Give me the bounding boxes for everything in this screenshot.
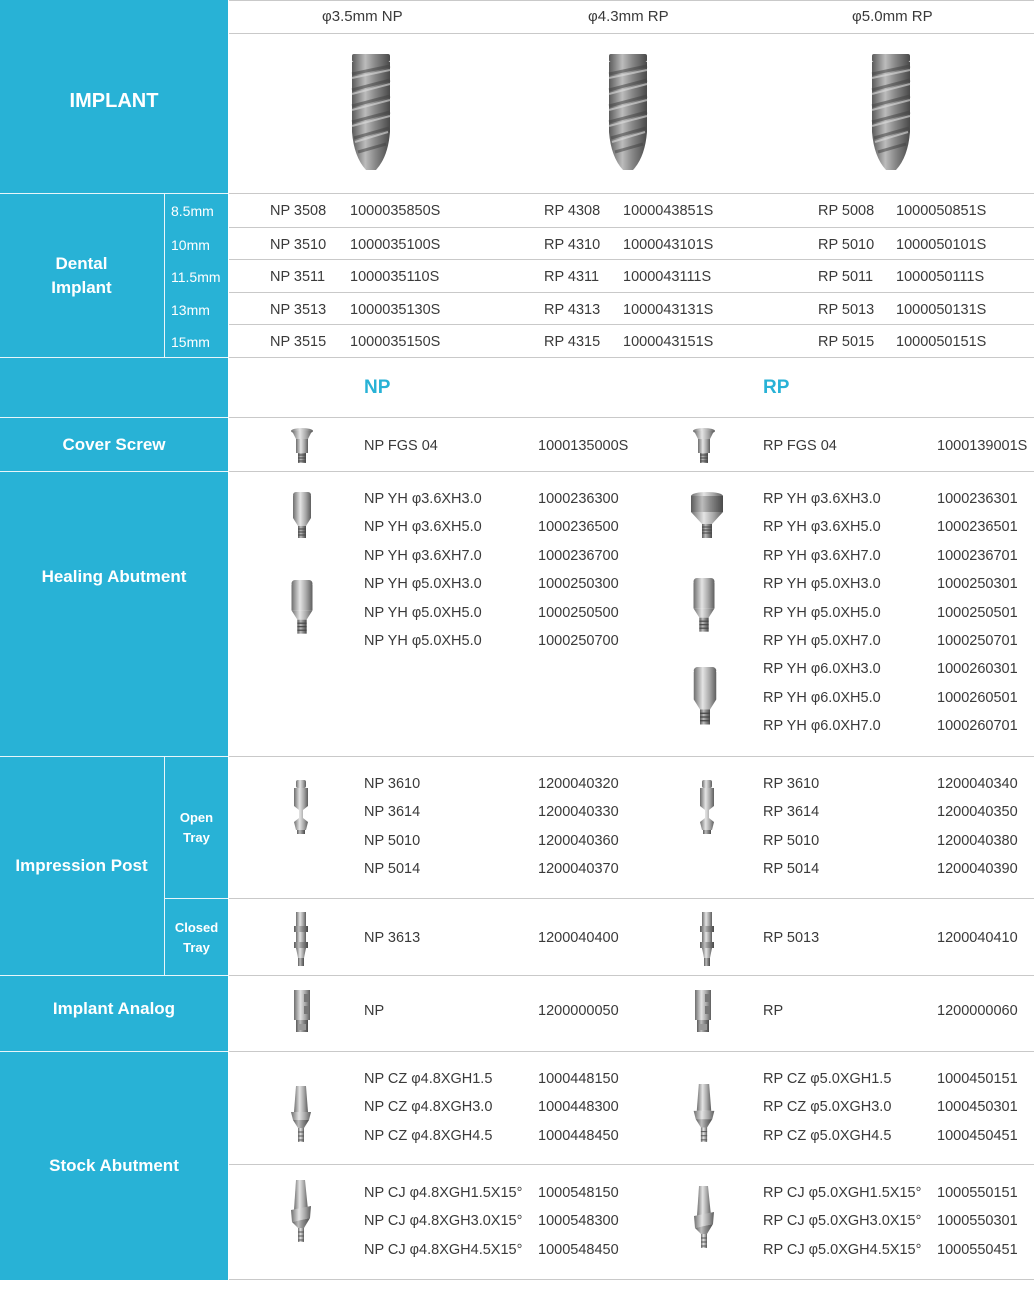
implant-analog-np-code: 1200000050 xyxy=(538,1003,619,1019)
stock-cj-np-code: 1000548450 xyxy=(538,1241,619,1258)
separator xyxy=(0,471,228,472)
rule xyxy=(229,756,1034,757)
group-label-rp: RP xyxy=(763,377,790,398)
stock-abutment-cj-np-image xyxy=(290,1180,312,1244)
healing-abutment-rp-code: 1000260301 xyxy=(937,661,1018,678)
stock-cz-rp-code: 1000450451 xyxy=(937,1127,1018,1144)
implant-column-rp43: φ4.3mm RP xyxy=(588,8,669,25)
implant-rp43-image xyxy=(605,52,651,174)
cover-screw-rp-name: RP FGS 04 xyxy=(763,438,837,454)
separator xyxy=(0,193,228,194)
stock-cz-np-name: NP CZ φ4.8XGH4.5 xyxy=(364,1127,493,1144)
stock-cj-np-name: NP CJ φ4.8XGH4.5X15° xyxy=(364,1241,523,1258)
header-implant: IMPLANT xyxy=(69,90,159,112)
header-implant-analog: Implant Analog xyxy=(52,999,176,1018)
separator xyxy=(0,975,228,976)
rule xyxy=(229,898,1034,899)
healing-abutment-rp-name: RP YH φ3.6XH7.0 xyxy=(763,547,881,564)
healing-abutment-rp-name: RP YH φ3.6XH5.0 xyxy=(763,519,881,536)
healing-abutment-rp-name: RP YH φ6.0XH3.0 xyxy=(763,661,881,678)
implant-model: NP 3515 xyxy=(270,334,327,350)
implant-analog-rp-code: 1200000060 xyxy=(937,1003,1018,1019)
impression-open-np-name: NP 5010 xyxy=(364,832,421,849)
stock-cj-np-code: 1000548300 xyxy=(538,1213,619,1230)
implant-model: RP 4310 xyxy=(544,237,601,253)
healing-abutment-rp-code: 1000250701 xyxy=(937,633,1018,649)
impression-closed-rp-name: RP 5013 xyxy=(763,930,820,946)
impression-open-rp-code: 1200040390 xyxy=(937,861,1018,878)
implant-rp50-image xyxy=(868,52,914,174)
rule xyxy=(229,33,1034,34)
impression-open-rp-code: 1200040380 xyxy=(937,832,1018,849)
cover-screw-np-code: 1000135000S xyxy=(538,438,629,454)
stock-cj-np-name: NP CJ φ4.8XGH1.5X15° xyxy=(364,1185,523,1201)
header-stock-abutment: Stock Abutment xyxy=(49,1156,179,1175)
impression-open-rp-name: RP 3610 xyxy=(763,776,820,792)
healing-abutment-rp-name: RP YH φ5.0XH3.0 xyxy=(763,576,881,593)
cover-screw-np-name: NP FGS 04 xyxy=(364,438,438,454)
stock-cz-np-code: 1000448150 xyxy=(538,1071,619,1087)
rule xyxy=(229,1051,1034,1052)
impression-open-rp-name: RP 3614 xyxy=(763,804,820,821)
impression-open-rp-image xyxy=(697,780,717,834)
implant-model: RP 5008 xyxy=(818,203,875,219)
stock-cz-np-code: 1000448450 xyxy=(538,1127,619,1144)
impression-open-np-code: 1200040360 xyxy=(538,832,619,849)
stock-cz-rp-name: RP CZ φ5.0XGH1.5 xyxy=(763,1071,892,1087)
rule xyxy=(229,357,1034,358)
implant-code: 1000043101S xyxy=(623,237,714,253)
header-closed-tray: Closed Tray xyxy=(174,919,219,955)
implant-code: 1000050851S xyxy=(896,203,987,219)
healing-abutment-np-name: NP YH φ5.0XH5.0 xyxy=(364,633,482,649)
implant-column-rp50: φ5.0mm RP xyxy=(852,8,933,25)
cover-screw-np-image xyxy=(290,427,314,465)
healing-abutment-rp-image xyxy=(690,492,724,540)
separator xyxy=(0,1051,228,1052)
implant-code: 1000035130S xyxy=(350,302,441,318)
implant-code: 1000043151S xyxy=(623,334,714,350)
stock-abutment-cz-rp-image xyxy=(692,1084,716,1144)
implant-model: NP 3511 xyxy=(270,269,326,285)
stock-cz-np-code: 1000448300 xyxy=(538,1099,619,1116)
implant-code: 1000043131S xyxy=(623,302,714,318)
healing-abutment-rp-name: RP YH φ5.0XH5.0 xyxy=(763,604,881,621)
healing-abutment-rp-code: 1000236501 xyxy=(937,519,1018,536)
implant-analog-np-name: NP xyxy=(364,1003,385,1019)
implant-code: 1000035150S xyxy=(350,334,441,350)
length-label: 13mm xyxy=(171,301,210,318)
cover-screw-rp-code: 1000139001S xyxy=(937,438,1028,454)
impression-closed-np-code: 1200040400 xyxy=(538,930,619,946)
healing-abutment-np-name: NP YH φ3.6XH5.0 xyxy=(364,519,482,536)
implant-model: RP 4311 xyxy=(544,269,600,285)
healing-abutment-np-image xyxy=(288,578,316,638)
implant-model: NP 3508 xyxy=(270,203,327,219)
impression-closed-np-name: NP 3613 xyxy=(364,930,421,946)
impression-open-np-code: 1200040370 xyxy=(538,861,619,878)
impression-open-np-name: NP 5014 xyxy=(364,861,421,878)
healing-abutment-rp-code: 1000260501 xyxy=(937,689,1018,706)
impression-closed-rp-image xyxy=(698,912,716,966)
rule xyxy=(229,324,1034,325)
implant-model: RP 4308 xyxy=(544,203,601,219)
rule xyxy=(229,417,1034,418)
stock-cz-rp-code: 1000450301 xyxy=(937,1099,1018,1116)
implant-model: NP 3510 xyxy=(270,237,327,253)
implant-code: 1000035100S xyxy=(350,237,441,253)
healing-abutment-rp-name: RP YH φ5.0XH7.0 xyxy=(763,633,881,649)
implant-code: 1000035110S xyxy=(350,269,440,285)
impression-open-np-name: NP 3614 xyxy=(364,804,421,821)
stock-cj-rp-code: 1000550301 xyxy=(937,1213,1018,1230)
header-healing-abutment: Healing Abutment xyxy=(41,567,187,586)
length-label: 15mm xyxy=(171,333,210,350)
impression-open-np-image xyxy=(291,780,311,834)
implant-model: RP 5015 xyxy=(818,334,875,350)
impression-open-rp-code: 1200040340 xyxy=(937,776,1018,792)
stock-cj-np-code: 1000548150 xyxy=(538,1185,619,1201)
implant-model: RP 5010 xyxy=(818,237,875,253)
implant-code: 1000050131S xyxy=(896,302,987,318)
healing-abutment-np-name: NP YH φ3.6XH7.0 xyxy=(364,547,482,564)
stock-cj-rp-name: RP CJ φ5.0XGH4.5X15° xyxy=(763,1241,922,1258)
separator xyxy=(165,898,228,899)
implant-code: 1000050151S xyxy=(896,334,987,350)
implant-analog-rp-name: RP xyxy=(763,1003,784,1019)
stock-cz-rp-name: RP CZ φ5.0XGH3.0 xyxy=(763,1099,892,1116)
separator xyxy=(164,757,165,975)
healing-abutment-np-name: NP YH φ5.0XH3.0 xyxy=(364,576,482,593)
healing-abutment-np-code: 1000250300 xyxy=(538,576,619,593)
separator xyxy=(0,357,228,358)
implant-analog-np-image xyxy=(291,990,313,1034)
implant-column-np35: φ3.5mm NP xyxy=(322,8,403,25)
stock-cz-rp-name: RP CZ φ5.0XGH4.5 xyxy=(763,1127,892,1144)
implant-code: 1000035850S xyxy=(350,203,441,219)
healing-abutment-np-name: NP YH φ3.6XH3.0 xyxy=(364,491,482,507)
group-label-np: NP xyxy=(364,377,391,398)
implant-code: 1000050101S xyxy=(896,237,987,253)
impression-open-rp-name: RP 5014 xyxy=(763,861,820,878)
rule xyxy=(229,193,1034,194)
healing-abutment-rp-name: RP YH φ6.0XH7.0 xyxy=(763,718,881,735)
stock-abutment-cj-rp-image xyxy=(692,1186,716,1250)
implant-np35-image xyxy=(348,52,394,174)
stock-cz-rp-code: 1000450151 xyxy=(937,1071,1018,1087)
stock-cj-rp-code: 1000550151 xyxy=(937,1185,1018,1201)
stock-cz-np-name: NP CZ φ4.8XGH3.0 xyxy=(364,1099,493,1116)
healing-abutment-rp-code: 1000236301 xyxy=(937,491,1018,507)
stock-cj-np-name: NP CJ φ4.8XGH3.0X15° xyxy=(364,1213,523,1230)
header-cover-screw: Cover Screw xyxy=(62,435,166,454)
impression-closed-rp-code: 1200040410 xyxy=(937,930,1018,946)
cover-screw-rp-image xyxy=(692,427,716,465)
rule xyxy=(229,1279,1034,1280)
length-label: 10mm xyxy=(171,236,210,253)
healing-abutment-np-name: NP YH φ5.0XH5.0 xyxy=(364,604,482,621)
rule xyxy=(229,471,1034,472)
implant-model: NP 3513 xyxy=(270,302,327,318)
implant-model: RP 5013 xyxy=(818,302,875,318)
healing-abutment-rp-code: 1000260701 xyxy=(937,718,1018,735)
stock-cj-rp-code: 1000550451 xyxy=(937,1241,1018,1258)
healing-abutment-np-code: 1000236500 xyxy=(538,519,619,536)
healing-abutment-rp-code: 1000250501 xyxy=(937,604,1018,621)
impression-open-rp-code: 1200040350 xyxy=(937,804,1018,821)
implant-code: 1000050111S xyxy=(896,269,985,285)
separator xyxy=(0,756,228,757)
header-dental-implant: Dental Implant xyxy=(51,254,112,297)
implant-analog-rp-image xyxy=(692,990,714,1034)
impression-open-rp-name: RP 5010 xyxy=(763,832,820,849)
healing-abutment-np-code: 1000236300 xyxy=(538,491,619,507)
healing-abutment-rp-code: 1000236701 xyxy=(937,547,1018,564)
rule xyxy=(229,227,1034,228)
stock-cj-rp-name: RP CJ φ5.0XGH3.0X15° xyxy=(763,1213,922,1230)
length-label: 11.5mm xyxy=(171,268,221,285)
impression-open-np-code: 1200040330 xyxy=(538,804,619,821)
rule xyxy=(229,975,1034,976)
header-open-tray: Open Tray xyxy=(179,810,214,845)
stock-cz-np-name: NP CZ φ4.8XGH1.5 xyxy=(364,1071,493,1087)
implant-code: 1000043111S xyxy=(623,269,712,285)
stock-cj-rp-name: RP CJ φ5.0XGH1.5X15° xyxy=(763,1185,922,1201)
healing-abutment-rp-image xyxy=(690,578,718,634)
rule xyxy=(229,259,1034,260)
stock-abutment-cz-np-image xyxy=(290,1086,312,1144)
healing-abutment-np-code: 1000250500 xyxy=(538,604,619,621)
healing-abutment-np-code: 1000236700 xyxy=(538,547,619,564)
healing-abutment-np-image xyxy=(290,492,314,540)
healing-abutment-rp-name: RP YH φ3.6XH3.0 xyxy=(763,491,881,507)
rule xyxy=(229,292,1034,293)
impression-open-np-name: NP 3610 xyxy=(364,776,421,792)
rule xyxy=(229,0,1034,1)
implant-model: RP 5011 xyxy=(818,269,874,285)
healing-abutment-rp-name: RP YH φ6.0XH5.0 xyxy=(763,689,881,706)
separator xyxy=(164,194,165,357)
impression-open-np-code: 1200040320 xyxy=(538,776,619,792)
rule xyxy=(229,1164,1034,1165)
healing-abutment-np-code: 1000250700 xyxy=(538,633,619,649)
length-label: 8.5mm xyxy=(171,202,214,219)
header-impression-post: Impression Post xyxy=(15,856,148,875)
healing-abutment-rp-image xyxy=(690,664,720,730)
impression-closed-np-image xyxy=(292,912,310,966)
implant-code: 1000043851S xyxy=(623,203,714,219)
implant-model: RP 4315 xyxy=(544,334,601,350)
separator xyxy=(0,417,228,418)
implant-model: RP 4313 xyxy=(544,302,601,318)
healing-abutment-rp-code: 1000250301 xyxy=(937,576,1018,593)
